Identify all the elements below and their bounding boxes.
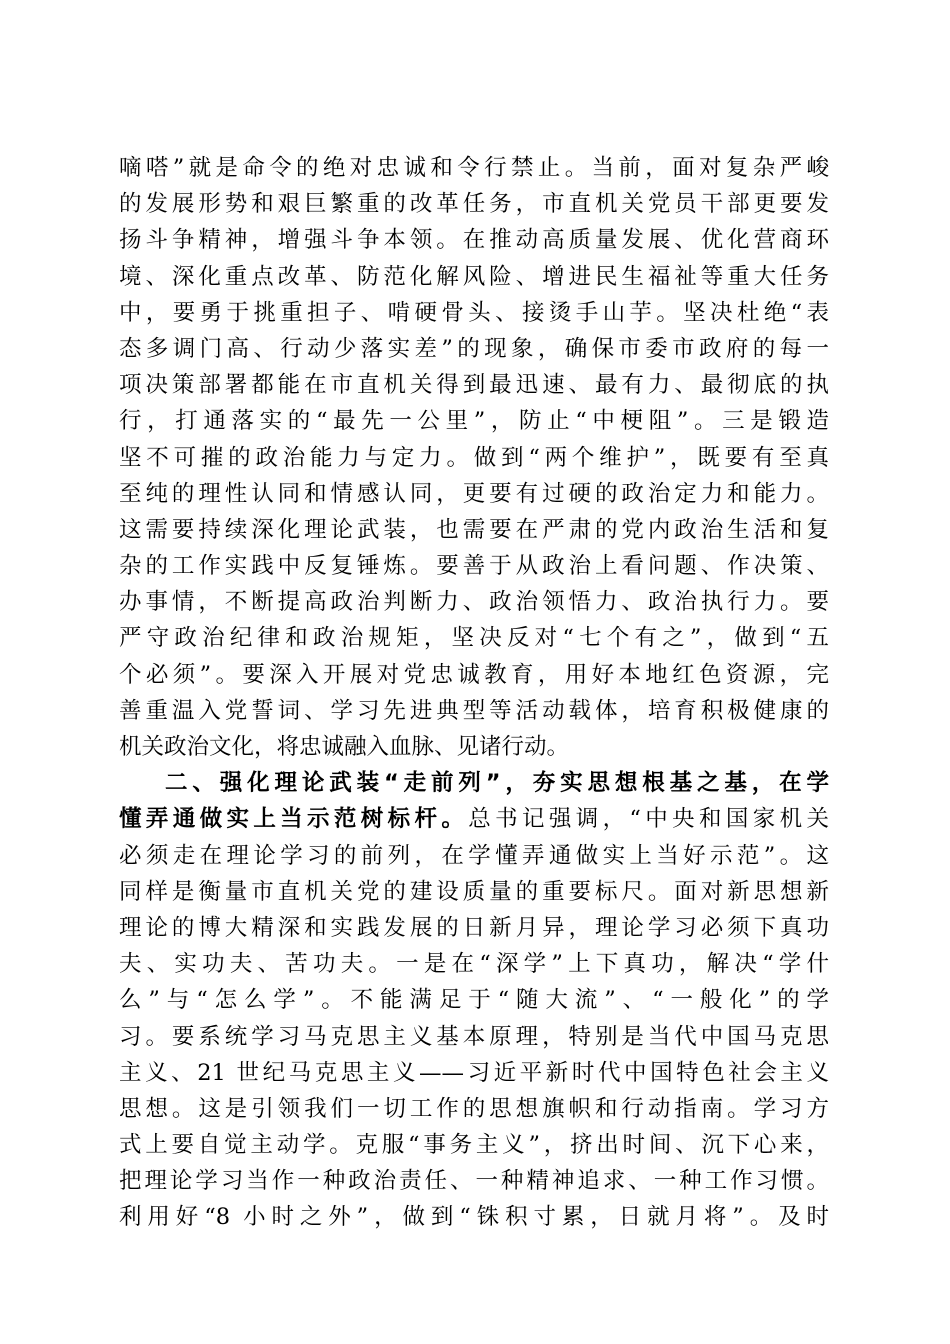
text-line: 的发展形势和艰巨繁重的改革任务，市直机关党员干部更要发 <box>119 191 829 218</box>
text-line: 夫、实功夫、苦功夫。一是在“深学”上下真功，解决“学什 <box>119 951 829 978</box>
section-heading-continuation: 懂弄通做实上当示范树标杆。 <box>119 806 469 833</box>
text-line: 坚不可摧的政治能力与定力。做到“两个维护”，既要有至真 <box>119 444 829 471</box>
paragraph-2 <box>119 765 829 1235</box>
text-line: 嘀嗒”就是命令的绝对忠诚和令行禁止。当前，面对复杂严峻 <box>119 155 829 181</box>
text-line: 至纯的理性认同和情感认同，更要有过硬的政治定力和能力。 <box>119 480 829 507</box>
text-span: 总书记强调，“中央和国家机关 <box>468 806 829 833</box>
text-line: 行，打通落实的“最先一公里”，防止“中梗阻”。三是锻造 <box>119 408 829 435</box>
text-line: 扬斗争精神，增强斗争本领。在推动高质量发展、优化营商环 <box>119 227 829 254</box>
text-line: 必须走在理论学习的前列，在学懂弄通做实上当好示范”。这 <box>119 842 829 869</box>
section-heading: 二、强化理论武装“走前列”，夯实思想根基之基，在学 <box>165 770 829 797</box>
text-line: 个必须”。要深入开展对党忠诚教育，用好本地红色资源，完 <box>119 661 829 688</box>
text-line: 利用好“8 小时之外”，做到“铢积寸累，日就月将”。及时 <box>119 1204 829 1231</box>
text-line: 办事情，不断提高政治判断力、政治领悟力、政治执行力。要 <box>119 589 829 616</box>
text-line <box>119 801 829 837</box>
text-line: 机关政治文化，将忠诚融入血脉、见诸行动。 <box>119 734 570 760</box>
document-body <box>119 150 829 1236</box>
text-line: 么”与“怎么学”。不能满足于“随大流”、“一般化”的学 <box>119 987 829 1014</box>
text-line: 这需要持续深化理论武装，也需要在严肃的党内政治生活和复 <box>119 516 829 543</box>
text-line: 主义、21 世纪马克思主义——习近平新时代中国特色社会主义 <box>119 1059 829 1086</box>
text-line: 善重温入党誓词、学习先进典型等活动载体，培育积极健康的 <box>119 697 829 724</box>
text-line: 同样是衡量市直机关党的建设质量的重要标尺。面对新思想新 <box>119 878 829 905</box>
text-line: 态多调门高、行动少落实差”的现象，确保市委市政府的每一 <box>119 335 829 362</box>
text-line: 习。要系统学习马克思主义基本原理，特别是当代中国马克思 <box>119 1023 829 1050</box>
text-line: 中，要勇于挑重担子、啃硬骨头、接烫手山芋。坚决杜绝“表 <box>119 299 829 326</box>
text-line: 杂的工作实践中反复锤炼。要善于从政治上看问题、作决策、 <box>119 553 829 580</box>
text-line: 思想。这是引领我们一切工作的思想旗帜和行动指南。学习方 <box>119 1095 829 1122</box>
text-line: 严守政治纪律和政治规矩，坚决反对“七个有之”，做到“五 <box>119 625 829 652</box>
text-line: 境、深化重点改革、防范化解风险、增进民生福祉等重大任务 <box>119 263 829 290</box>
paragraph-1 <box>119 150 829 765</box>
text-line: 把理论学习当作一种政治责任、一种精神追求、一种工作习惯。 <box>119 1168 829 1195</box>
text-line: 式上要自觉主动学。克服“事务主义”，挤出时间、沉下心来， <box>119 1132 829 1159</box>
text-line: 项决策部署都能在市直机关得到最迅速、最有力、最彻底的执 <box>119 372 829 399</box>
text-line: 理论的博大精深和实践发展的日新月异，理论学习必须下真功 <box>119 914 829 941</box>
